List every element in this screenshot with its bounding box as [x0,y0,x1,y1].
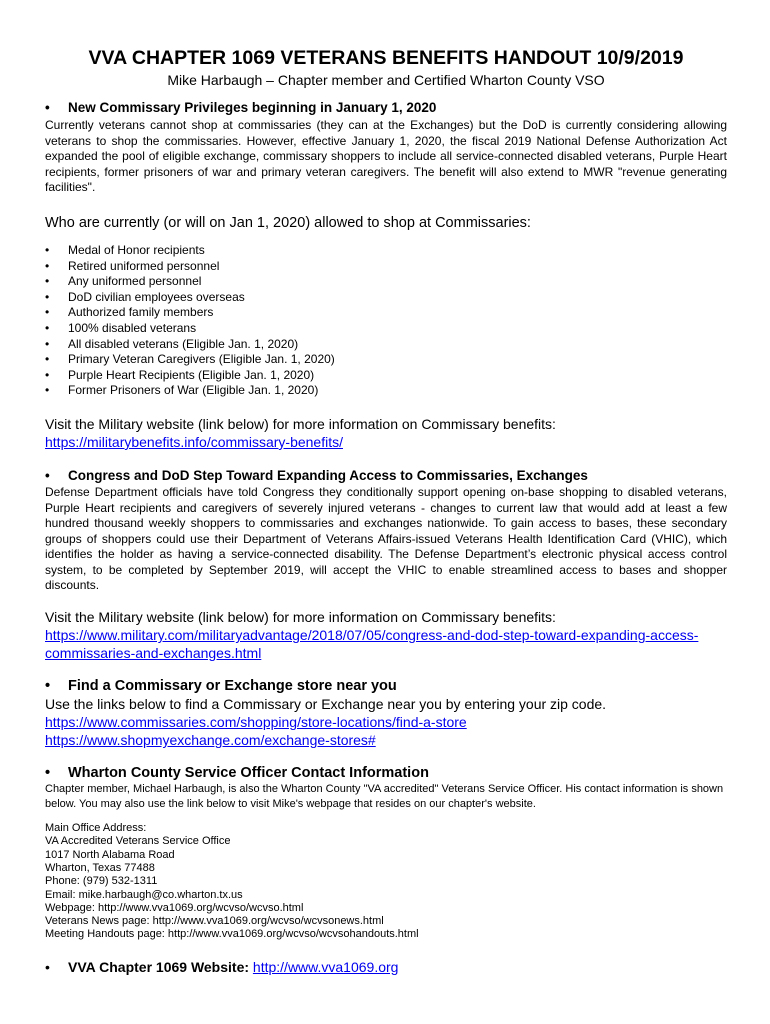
contact-line: Webpage: http://www.vva1069.org/wcvso/wcvso.html [45,901,304,914]
eligible-list-intro: Who are currently (or will on Jan 1, 2020) allowed to shop at Commissaries: [45,214,531,231]
section-vso-contact-heading [45,765,727,782]
list-item: • Retired uniformed personnel [45,258,220,273]
bullet-icon: • [45,352,50,367]
bullet-icon: • [45,336,50,351]
contact-line: Wharton, Texas 77488 [45,861,155,874]
bullet-icon: • [45,320,50,335]
list-item: • Former Prisoners of War (Eligible Jan. 1, 2020) [45,383,319,398]
section-commissary-privileges-body: Currently veterans cannot shop at commissaries (they can at the Exchanges) but the DoD is currently considering allowing veterans to shop the commissaries. However, effective January 1, 2020, the fiscal 2019 National Defense Authorization Act expanded the pool of eligible exchange, commissary shoppers to include all service-connected disabled veterans, Purple Heart recipients, former prisoners of war and primary veteran caregivers. The benefit will also extend to MWR "revenue generating facilities". [45,118,727,195]
contact-line: VA Accredited Veterans Service Office [45,835,231,848]
eligible-shoppers-list [45,243,727,399]
section-congress-dod-heading [45,467,727,484]
section-vso-contact-body: Chapter member, Michael Harbaugh, is also the Wharton County "VA accredited" Veterans Service Officer. His contact information is shown below. You may also use the link below to visit Mike's webpage that resides on our chapter's website. [45,783,724,810]
contact-line: Meeting Handouts page: http://www.vva1069.org/wcvso/wcvsohandouts.html [45,928,419,941]
commissary-benefits-link[interactable]: https://militarybenefits.info/commissary-benefits/ [45,433,343,450]
page-title: VVA CHAPTER 1069 VETERANS BENEFITS HANDOUT 10/9/2019 [88,47,684,69]
list-item: • 100% disabled veterans [45,320,197,335]
handout-page [45,46,727,976]
bullet-icon: • [45,383,50,398]
bullet-icon: • [45,100,50,115]
military-article-visit-text: Visit the Military website (link below) for more information on Commissary benefits: [45,609,556,626]
list-item: • All disabled veterans (Eligible Jan. 1, 2020) [45,336,299,351]
bullet-icon: • [45,258,50,273]
list-item: • Authorized family members [45,305,214,320]
contact-line: Email: mike.harbaugh@co.wharton.tx.us [45,888,243,901]
contact-line: Veterans News page: http://www.vva1069.org/wcvso/wcvsonews.html [45,915,384,928]
list-item: • DoD civilian employees overseas [45,289,245,304]
bullet-icon: • [45,274,50,289]
list-item: • Medal of Honor recipients [45,242,205,257]
commissary-benefits-visit-text: Visit the Military website (link below) for more information on Commissary benefits: [45,415,556,432]
section-heading-text: Wharton County Service Officer Contact Information [68,765,429,782]
commissary-store-locator-link[interactable]: https://www.commissaries.com/shopping/store-locations/find-a-store [45,714,467,731]
section-find-store-heading [45,678,727,695]
bullet-icon: • [45,678,51,695]
list-item: • Primary Veteran Caregivers (Eligible Jan. 1, 2020) [45,352,335,367]
vso-contact-block [45,822,727,942]
section-heading-text: Find a Commissary or Exchange store near you [68,678,397,695]
bullet-icon: • [45,958,50,975]
list-item: • Purple Heart Recipients (Eligible Jan. 1, 2020) [45,367,315,382]
bullet-icon: • [45,289,50,304]
section-heading-text: Congress and DoD Step Toward Expanding Access to Commissaries, Exchanges [68,467,588,483]
section-find-store-body: Use the links below to find a Commissary or Exchange near you by entering your zip code. [45,696,607,713]
bullet-icon: • [45,467,50,483]
list-item: • Any uniformed personnel [45,274,202,289]
contact-line: Phone: (979) 532-1311 [45,875,158,888]
page-subtitle: Mike Harbaugh – Chapter member and Certified Wharton County VSO [167,72,605,88]
bullet-icon: • [45,305,50,320]
chapter-website-link[interactable]: http://www.vva1069.org [252,958,399,975]
chapter-website-line [45,958,727,976]
contact-line: Main Office Address: [45,822,147,835]
section-commissary-privileges-heading [45,99,727,116]
bullet-icon: • [45,367,50,382]
section-congress-dod-body: Defense Department officials have told Congress they conditionally support opening on-base shopping to disabled veterans, Purple Heart recipients and caregivers of severely injured veterans - changes to current law that would add at least a few hundred thousand weekly shoppers to commissaries and exchanges nationwide. To gain access to bases, these secondary groups of shoppers could use their Department of Veterans Affairs-issued Veterans Health Identification Card (VHIC), which identifies the holder as having a service-connected disability. The Defense Department’s electronic physical access control system, to be completed by September 2019, will accept the VHIC to enable streamlined access to bases and shopper discounts. [45,484,727,593]
section-heading-text: New Commissary Privileges beginning in January 1, 2020 [68,100,437,115]
chapter-website-label: VVA Chapter 1069 Website: [68,958,250,975]
exchange-store-locator-link[interactable]: https://www.shopmyexchange.com/exchange-stores# [45,732,376,749]
military-article-link[interactable]: https://www.military.com/militaryadvantage/2018/07/05/congress-and-dod-step-toward-expanding-access- commissaries-and-exchanges.html [45,627,699,662]
bullet-icon: • [45,765,51,782]
bullet-icon: • [45,242,50,257]
contact-line: 1017 North Alabama Road [45,848,175,861]
